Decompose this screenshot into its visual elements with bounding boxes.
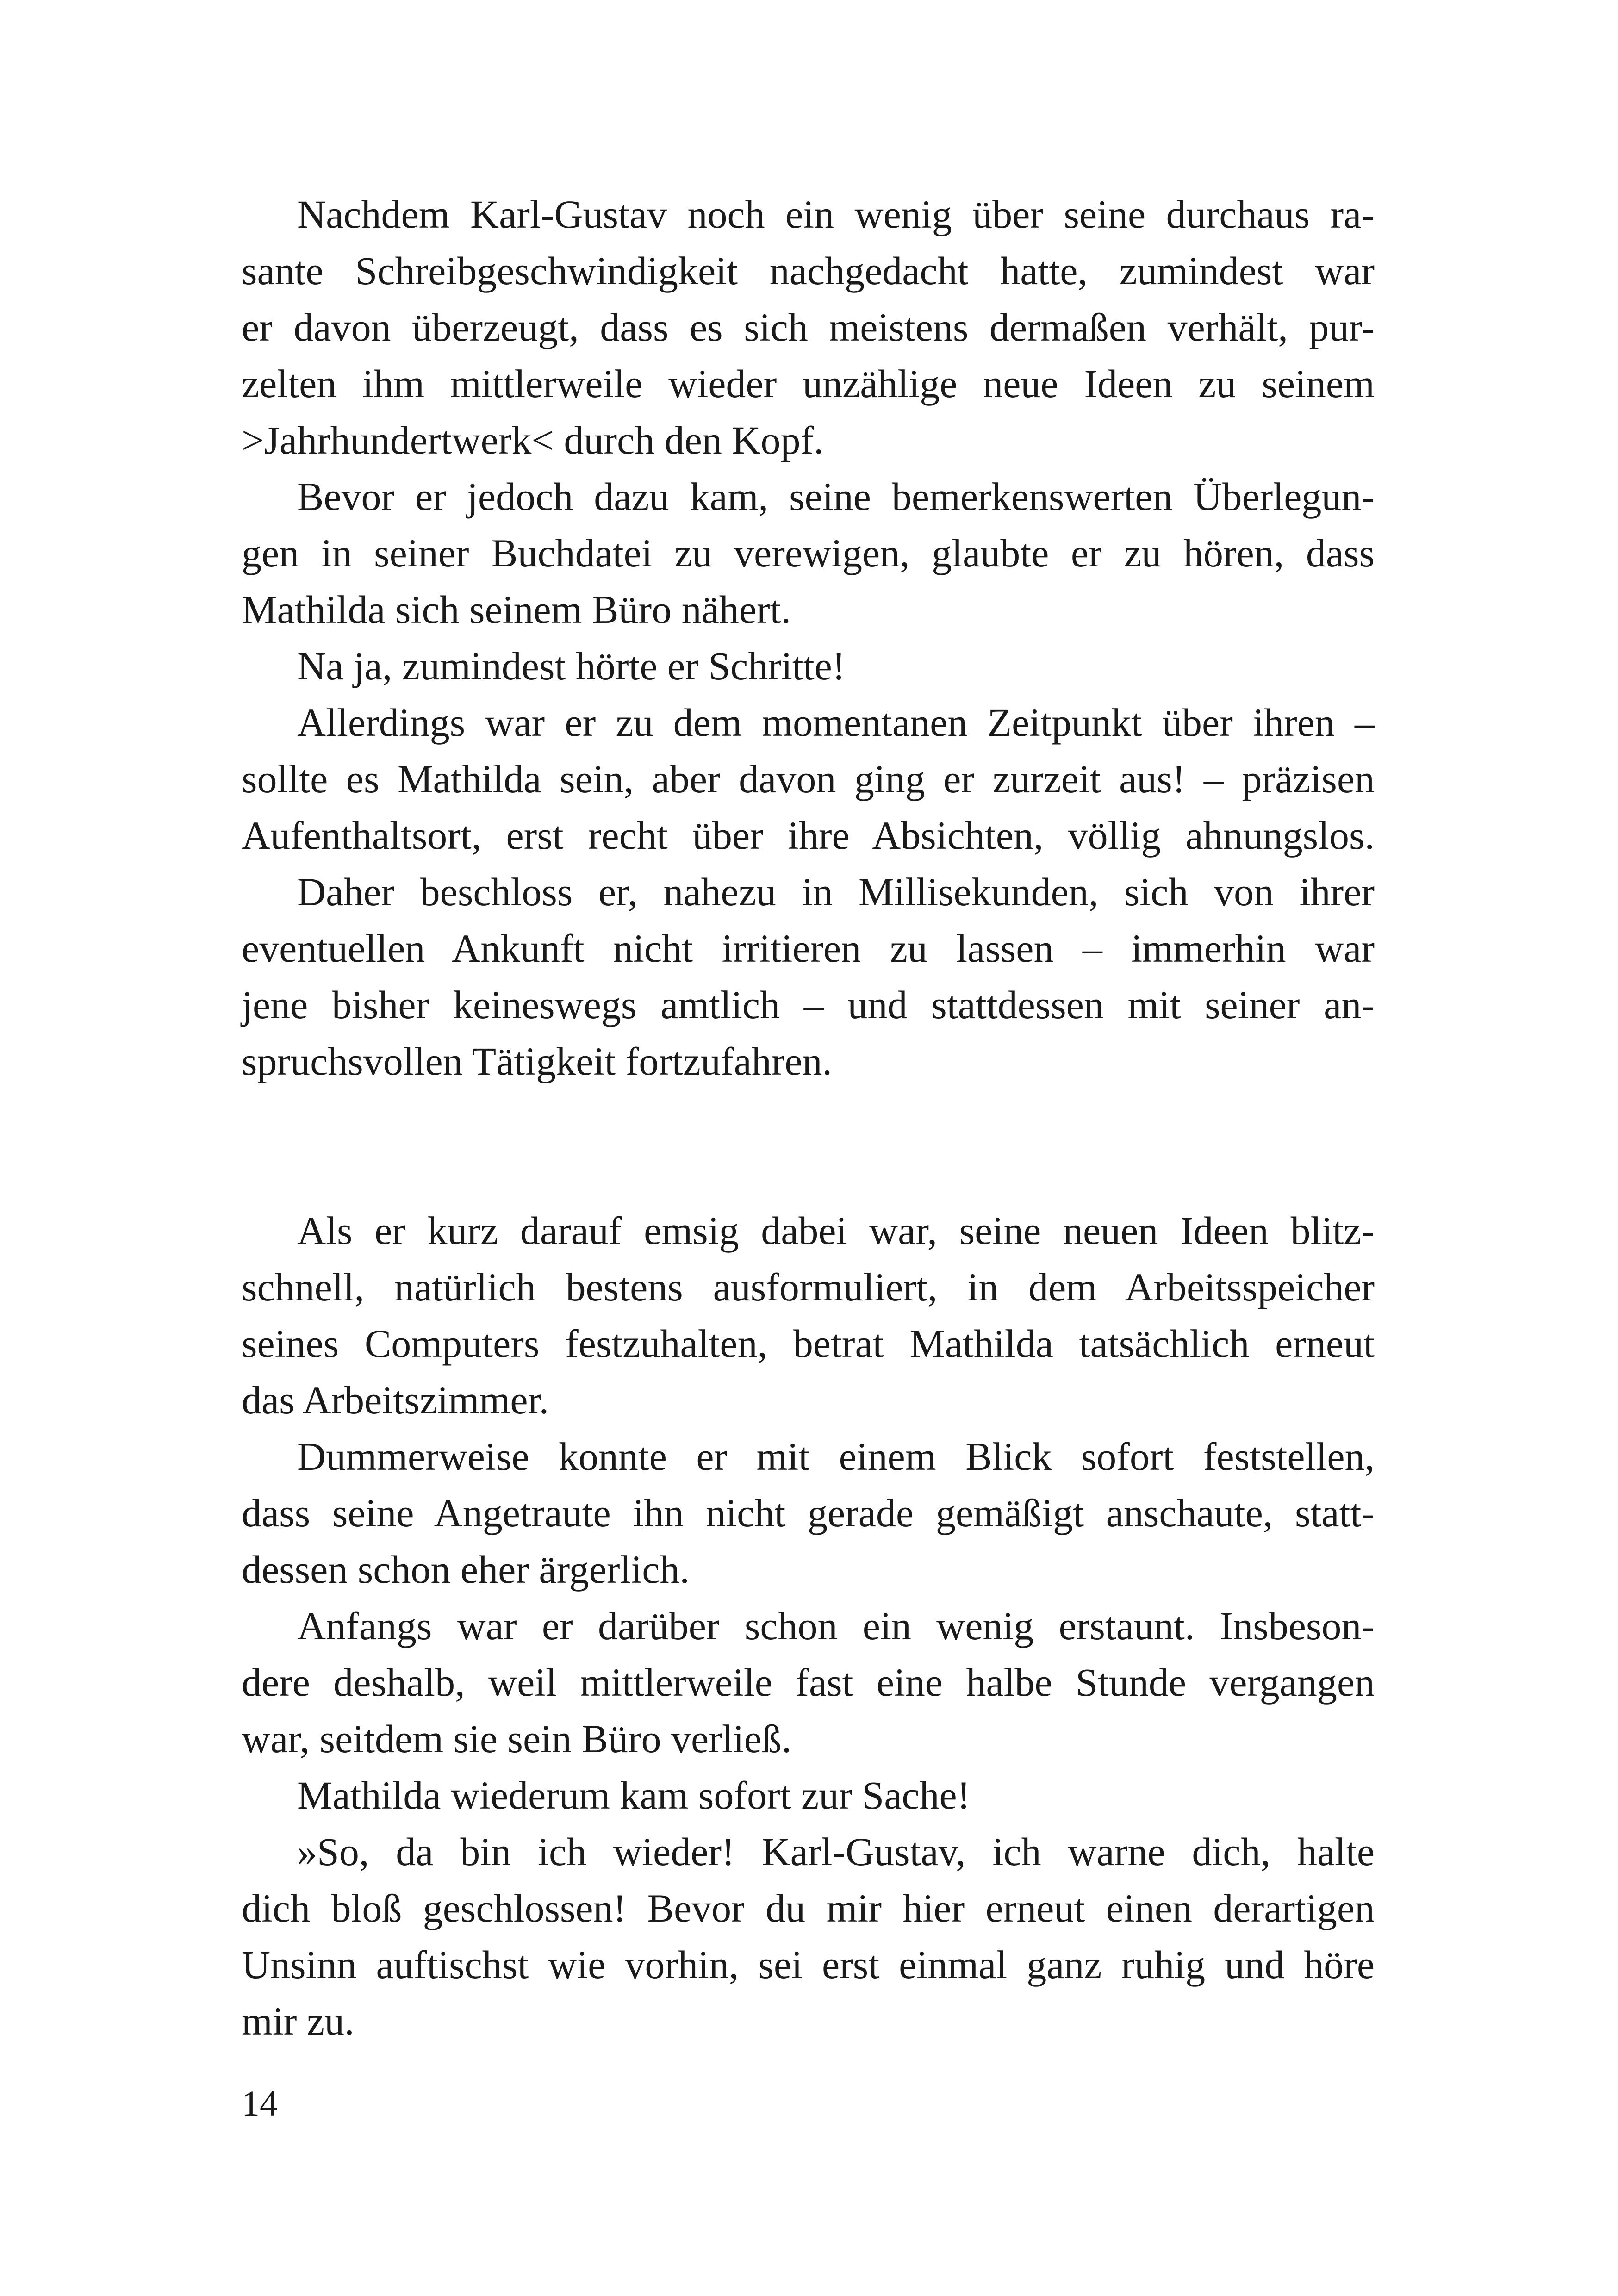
paragraph [242, 1428, 1375, 1598]
text-line: dere deshalb, weil mittlerweile fast eine halbe Stunde vergangen [242, 1660, 1375, 1705]
text-line: eventuellen Ankunft nicht irritieren zu lassen – immerhin war [242, 926, 1375, 971]
paragraph [242, 1767, 1375, 1823]
text-line: Nachdem Karl-Gustav noch ein wenig über seine durchaus ra- [297, 192, 1375, 236]
text-line: seines Computers festzuhalten, betrat Mathilda tatsächlich erneut [242, 1321, 1375, 1366]
text-line: Aufenthaltsort, erst recht über ihre Absichten, völlig ahnungslos. [242, 813, 1375, 858]
text-line: dass seine Angetraute ihn nicht gerade gemäßigt anschaute, statt- [242, 1491, 1375, 1535]
section-break [242, 1089, 1375, 1202]
text-line: gen in seiner Buchdatei zu verewigen, glaubte er zu hören, dass [242, 531, 1375, 575]
paragraph [242, 1598, 1375, 1767]
text-line: >Jahrhundertwerk< durch den Kopf. [242, 418, 824, 462]
body-text [242, 186, 1375, 2049]
text-line: Mathilda wiederum kam sofort zur Sache! [297, 1773, 971, 1817]
text-line: dich bloß geschlossen! Bevor du mir hier erneut einen derartigen [242, 1886, 1375, 1930]
text-line: war, seitdem sie sein Büro verließ. [242, 1717, 792, 1761]
text-line: Daher beschloss er, nahezu in Millisekunden, sich von ihrer [297, 870, 1375, 914]
text-line: sollte es Mathilda sein, aber davon ging er zurzeit aus! – präzisen [242, 757, 1375, 801]
text-line: er davon überzeugt, dass es sich meistens dermaßen verhält, pur- [242, 305, 1375, 349]
text-line: sante Schreibgeschwindigkeit nachgedacht hatte, zumindest war [242, 249, 1375, 293]
paragraph [242, 186, 1375, 468]
text-line: Allerdings war er zu dem momentanen Zeitpunkt über ihren – [297, 700, 1375, 745]
text-line: Dummerweise konnte er mit einem Blick sofort feststellen, [297, 1434, 1375, 1479]
text-line: Bevor er jedoch dazu kam, seine bemerkenswerten Überlegun- [297, 474, 1375, 519]
paragraph [242, 1823, 1375, 2049]
text-line: Als er kurz darauf emsig dabei war, seine neuen Ideen blitz- [297, 1208, 1375, 1253]
paragraph [242, 638, 1375, 694]
text-line: spruchsvollen Tätigkeit fortzufahren. [242, 1039, 833, 1083]
text-line: Mathilda sich seinem Büro nähert. [242, 587, 791, 632]
paragraph [242, 468, 1375, 638]
paragraph [242, 864, 1375, 1089]
text-line: dessen schon eher ärgerlich. [242, 1547, 690, 1592]
text-line: Na ja, zumindest hörte er Schritte! [297, 644, 846, 688]
text-line: mir zu. [242, 1999, 355, 2043]
page-number: 14 [242, 2083, 278, 2123]
text-line: das Arbeitszimmer. [242, 1378, 549, 1422]
text-line: Anfangs war er darüber schon ein wenig erstaunt. Insbeson- [297, 1604, 1375, 1648]
text-line: jene bisher keineswegs amtlich – und stattdessen mit seiner an- [242, 983, 1375, 1027]
text-line: »So, da bin ich wieder! Karl-Gustav, ich warne dich, halte [297, 1829, 1375, 1874]
text-line: Unsinn auftischst wie vorhin, sei erst einmal ganz ruhig und höre [242, 1942, 1375, 1987]
paragraph [242, 1202, 1375, 1428]
text-line: schnell, natürlich bestens ausformuliert, in dem Arbeitsspeicher [242, 1265, 1375, 1309]
paragraph [242, 694, 1375, 864]
text-line: zelten ihm mittlerweile wieder unzählige neue Ideen zu seinem [242, 361, 1375, 406]
